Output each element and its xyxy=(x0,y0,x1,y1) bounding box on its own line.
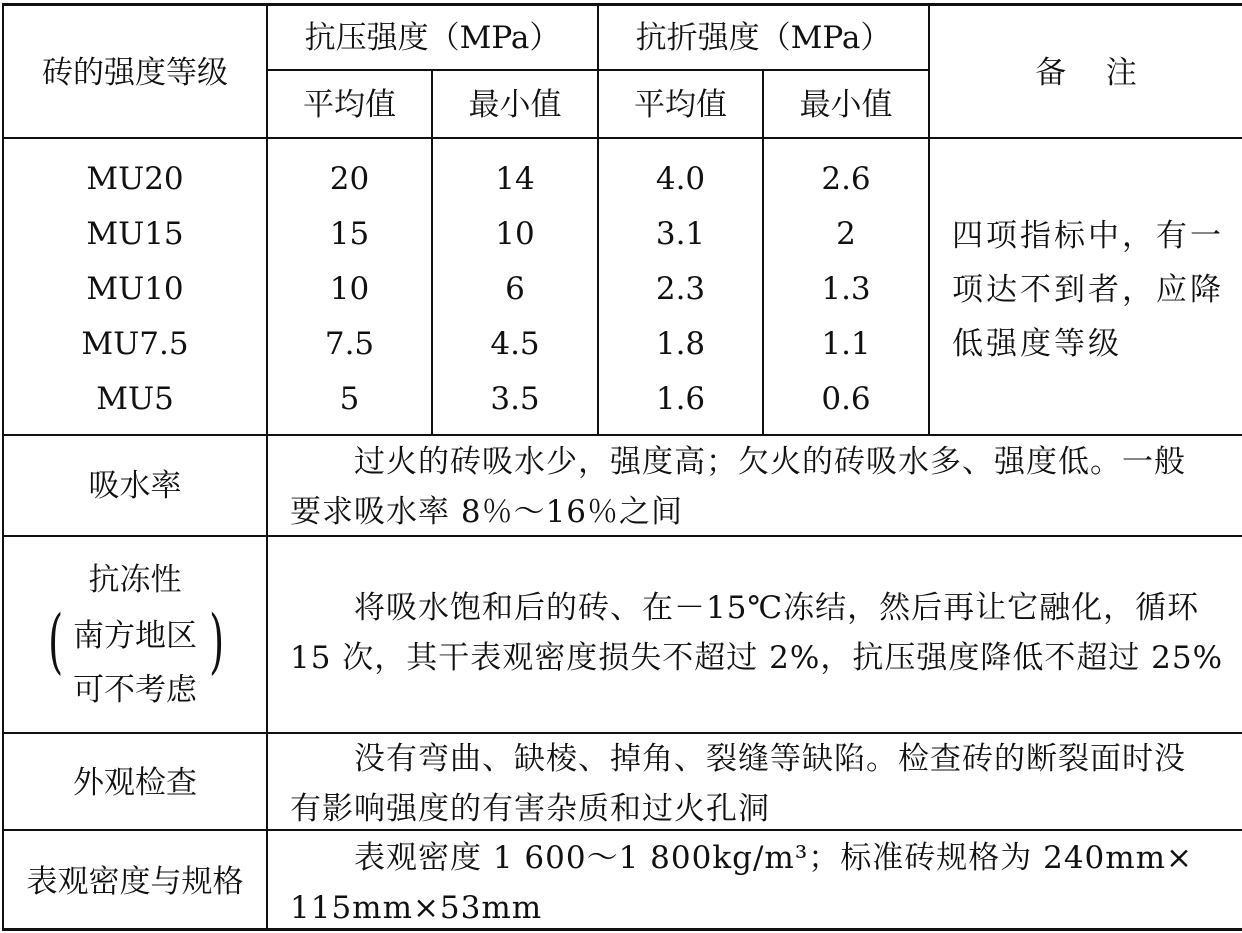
grade-cell: MU5 xyxy=(96,381,174,417)
header-flex-min: 最小值 xyxy=(799,87,893,123)
density-label: 表观密度与规格 xyxy=(26,864,244,900)
header-comp-min: 最小值 xyxy=(468,87,562,123)
compressive-avg-cell: 10 xyxy=(329,271,370,307)
grade-cell: MU20 xyxy=(86,161,184,197)
compressive-min-cell: 6 xyxy=(505,271,525,307)
appearance-line: 有影响强度的有害杂质和过火孔洞 xyxy=(290,791,770,827)
flexural-avg-cell: 2.3 xyxy=(655,271,706,307)
remark-line: 低强度等级 xyxy=(952,326,1122,362)
compressive-avg-column xyxy=(268,152,431,427)
frost-sub-label: 南方地区 xyxy=(73,618,197,654)
header-compressive: 抗压强度（MPa） xyxy=(304,20,561,56)
compressive-avg-cell: 5 xyxy=(339,381,360,417)
rule-header-bottom xyxy=(2,137,1242,139)
density-line: 115mm×53mm xyxy=(290,890,543,926)
header-comp-avg: 平均值 xyxy=(303,87,396,123)
frost-label: 抗冻性 xyxy=(88,562,182,598)
flexural-avg-cell: 4.0 xyxy=(655,161,706,197)
compressive-avg-cell: 15 xyxy=(329,216,370,252)
grade-cell: MU7.5 xyxy=(81,326,189,362)
flexural-avg-cell: 1.8 xyxy=(655,326,706,362)
absorption-line: 过火的砖吸水少，强度高；欠火的砖吸水多、强度低。一般 xyxy=(354,444,1186,480)
compressive-min-cell: 14 xyxy=(495,161,535,197)
compressive-min-cell: 3.5 xyxy=(490,381,540,417)
frost-sub-label: 可不考虑 xyxy=(73,672,197,708)
absorption-line: 要求吸水率 8％～16％之间 xyxy=(290,494,684,530)
flexural-avg-column xyxy=(599,152,762,427)
absorption-text xyxy=(290,437,1230,537)
header-flexural: 抗折强度（MPa） xyxy=(635,20,892,56)
compressive-avg-cell: 20 xyxy=(329,161,370,197)
flexural-avg-cell: 1.6 xyxy=(655,381,706,417)
frost-line: 将吸水饱和后的砖、在－15℃冻结，然后再让它融化，循环 xyxy=(354,590,1200,626)
absorption-label: 吸水率 xyxy=(88,468,182,504)
right-paren: ) xyxy=(209,600,225,682)
compressive-min-cell: 10 xyxy=(495,216,535,252)
appearance-text xyxy=(290,734,1230,834)
remarks-text xyxy=(952,209,1224,371)
grade-cell: MU15 xyxy=(86,216,184,252)
grade-cell: MU10 xyxy=(86,271,184,307)
flexural-min-cell: 2 xyxy=(836,216,856,252)
rule-grades-bottom xyxy=(2,434,1242,436)
grade-column xyxy=(4,152,266,427)
flexural-min-column xyxy=(764,152,928,427)
compressive-min-cell: 4.5 xyxy=(490,326,540,362)
left-paren: ( xyxy=(48,600,64,682)
density-text xyxy=(290,833,1230,933)
frost-text xyxy=(290,583,1230,683)
rule-top xyxy=(2,3,1242,6)
appearance-label: 外观检查 xyxy=(73,765,197,801)
header-grade-label: 砖的强度等级 xyxy=(42,55,228,91)
frost-line: 15 次，其干表观密度损失不超过 2%，抗压强度降低不超过 25% xyxy=(290,640,1224,676)
compressive-avg-cell: 7.5 xyxy=(324,326,375,362)
header-remarks: 备 注 xyxy=(1035,55,1137,91)
remark-line: 四项指标中，有一 xyxy=(952,218,1224,254)
compressive-min-column xyxy=(433,152,597,427)
appearance-line: 没有弯曲、缺棱、掉角、裂缝等缺陷。检查砖的断裂面时没 xyxy=(354,741,1186,777)
flexural-min-cell: 2.6 xyxy=(821,161,871,197)
header-flex-avg: 平均值 xyxy=(634,87,727,123)
flexural-avg-cell: 3.1 xyxy=(655,216,706,252)
density-line: 表观密度 1 600～1 800kg/m³；标准砖规格为 240mm× xyxy=(354,840,1194,876)
rule-label-col xyxy=(266,3,268,931)
flexural-min-cell: 1.3 xyxy=(821,271,871,307)
remark-line: 项达不到者，应降 xyxy=(952,272,1224,308)
flexural-min-cell: 0.6 xyxy=(821,381,871,417)
flexural-min-cell: 1.1 xyxy=(821,326,871,362)
